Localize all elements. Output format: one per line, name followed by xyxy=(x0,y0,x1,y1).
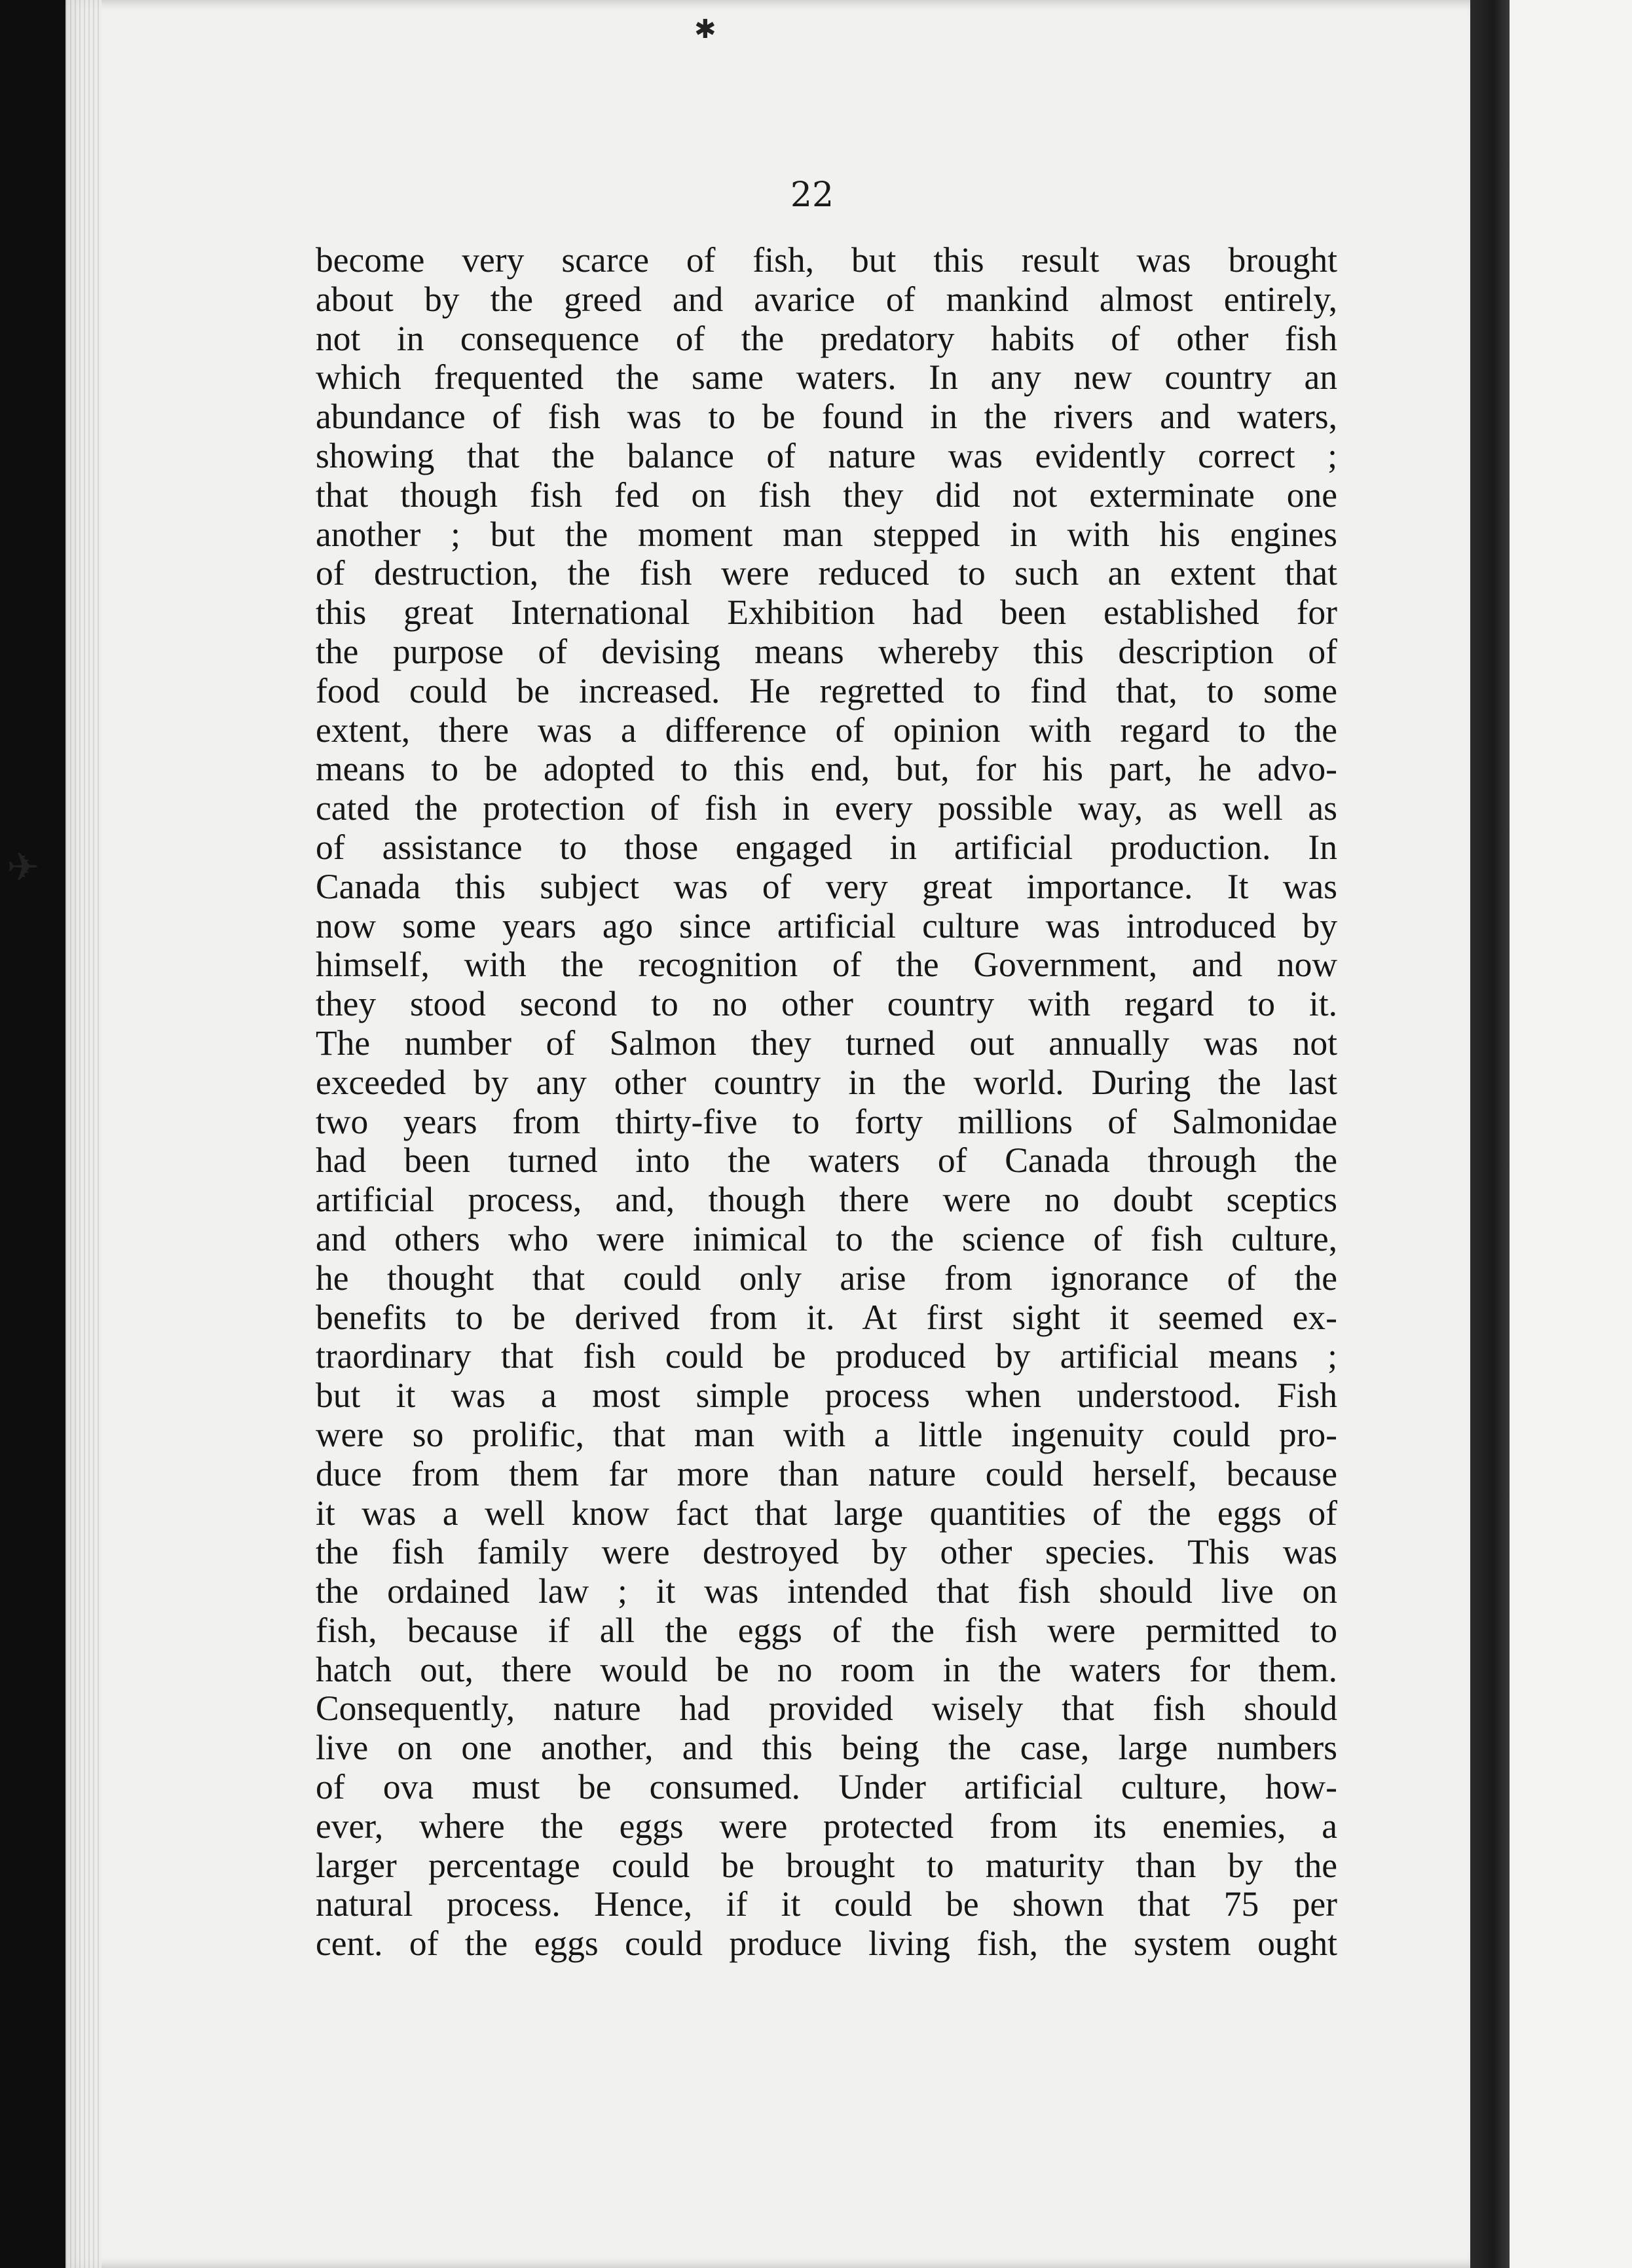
text-line: traordinary that fish could be produced by artificial means ; xyxy=(316,1336,1337,1376)
text-line: Canada this subject was of very great importance. It was xyxy=(316,866,1337,906)
text-line: artificial process, and, though there were no doubt sceptics xyxy=(316,1180,1337,1220)
text-line: had been turned into the waters of Canada through the xyxy=(316,1141,1337,1180)
text-line: benefits to be derived from it. At first sight it seemed ex- xyxy=(316,1297,1337,1337)
text-line: this great International Exhibition had been established for xyxy=(316,593,1337,632)
text-line: Consequently, nature had provided wisely that fish should xyxy=(316,1689,1337,1728)
text-line: fish, because if all the eggs of the fish were permitted to xyxy=(316,1610,1337,1650)
page-number: 22 xyxy=(790,175,834,215)
text-line: ever, where the eggs were protected from its enemies, a xyxy=(316,1806,1337,1846)
text-line: means to be adopted to this end, but, for his part, he advo- xyxy=(316,749,1337,789)
body-text xyxy=(316,241,1337,1964)
text-line: but it was a most simple process when understood. Fish xyxy=(316,1376,1337,1416)
text-line: that though fish fed on fish they did not exterminate one xyxy=(316,475,1337,515)
page-edge-lines xyxy=(65,0,102,2268)
text-line: which frequented the same waters. In any new country an xyxy=(316,357,1337,397)
text-line: now some years ago since artificial culture was introduced by xyxy=(316,905,1337,945)
text-line: food could be increased. He regretted to find that, to some xyxy=(316,670,1337,710)
text-line: duce from them far more than nature could herself, because xyxy=(316,1454,1337,1493)
text-line: it was a well know fact that large quantities of the eggs of xyxy=(316,1493,1337,1533)
text-line: of destruction, the fish were reduced to such an extent that xyxy=(316,553,1337,593)
text-line: and others who were inimical to the science of fish culture, xyxy=(316,1218,1337,1258)
text-line: they stood second to no other country with regard to it. xyxy=(316,984,1337,1024)
text-line: become very scarce of fish, but this result was brought xyxy=(316,240,1337,280)
book-spine-shadow xyxy=(1470,0,1510,2268)
text-line: of assistance to those engaged in artificial production. In xyxy=(316,827,1337,867)
text-line: of ova must be consumed. Under artificial culture, how- xyxy=(316,1767,1337,1807)
text-line: not in consequence of the predatory habits of other fish xyxy=(316,318,1337,358)
text-line: himself, with the recognition of the Government, and now xyxy=(316,945,1337,985)
text-line: live on one another, and this being the case, large numbers xyxy=(316,1728,1337,1768)
text-line: the fish family were destroyed by other species. This was xyxy=(316,1532,1337,1572)
text-line: cated the protection of fish in every possible way, as well as xyxy=(316,788,1337,828)
text-line: The number of Salmon they turned out annually was not xyxy=(316,1023,1337,1063)
text-line: another ; but the moment man stepped in with his engines xyxy=(316,514,1337,554)
scan-speck: ✱ xyxy=(694,14,716,45)
text-line: exceeded by any other country in the world. During the last xyxy=(316,1062,1337,1102)
text-line: larger percentage could be brought to maturity than by the xyxy=(316,1845,1337,1885)
text-line: natural process. Hence, if it could be shown that 75 per xyxy=(316,1884,1337,1924)
text-line: abundance of fish was to be found in the rivers and waters, xyxy=(316,397,1337,437)
text-line: about by the greed and avarice of mankind almost entirely, xyxy=(316,279,1337,319)
text-line: hatch out, there would be no room in the waters for them. xyxy=(316,1649,1337,1689)
text-line: the purpose of devising means whereby this description of xyxy=(316,631,1337,671)
text-line: extent, there was a difference of opinion with regard to the xyxy=(316,710,1337,750)
text-line: he thought that could only arise from ignorance of the xyxy=(316,1258,1337,1298)
text-line: the ordained law ; it was intended that fish should live on xyxy=(316,1571,1337,1611)
text-line: two years from thirty-five to forty millions of Salmonidae xyxy=(316,1101,1337,1141)
scan-border-left xyxy=(0,0,65,2268)
text-line: showing that the balance of nature was evidently correct ; xyxy=(316,435,1337,475)
scan-mark: ✈ xyxy=(7,845,40,890)
text-line: were so prolific, that man with a little ingenuity could pro- xyxy=(316,1414,1337,1454)
text-line: cent. of the eggs could produce living fish, the system ought xyxy=(316,1924,1337,1964)
